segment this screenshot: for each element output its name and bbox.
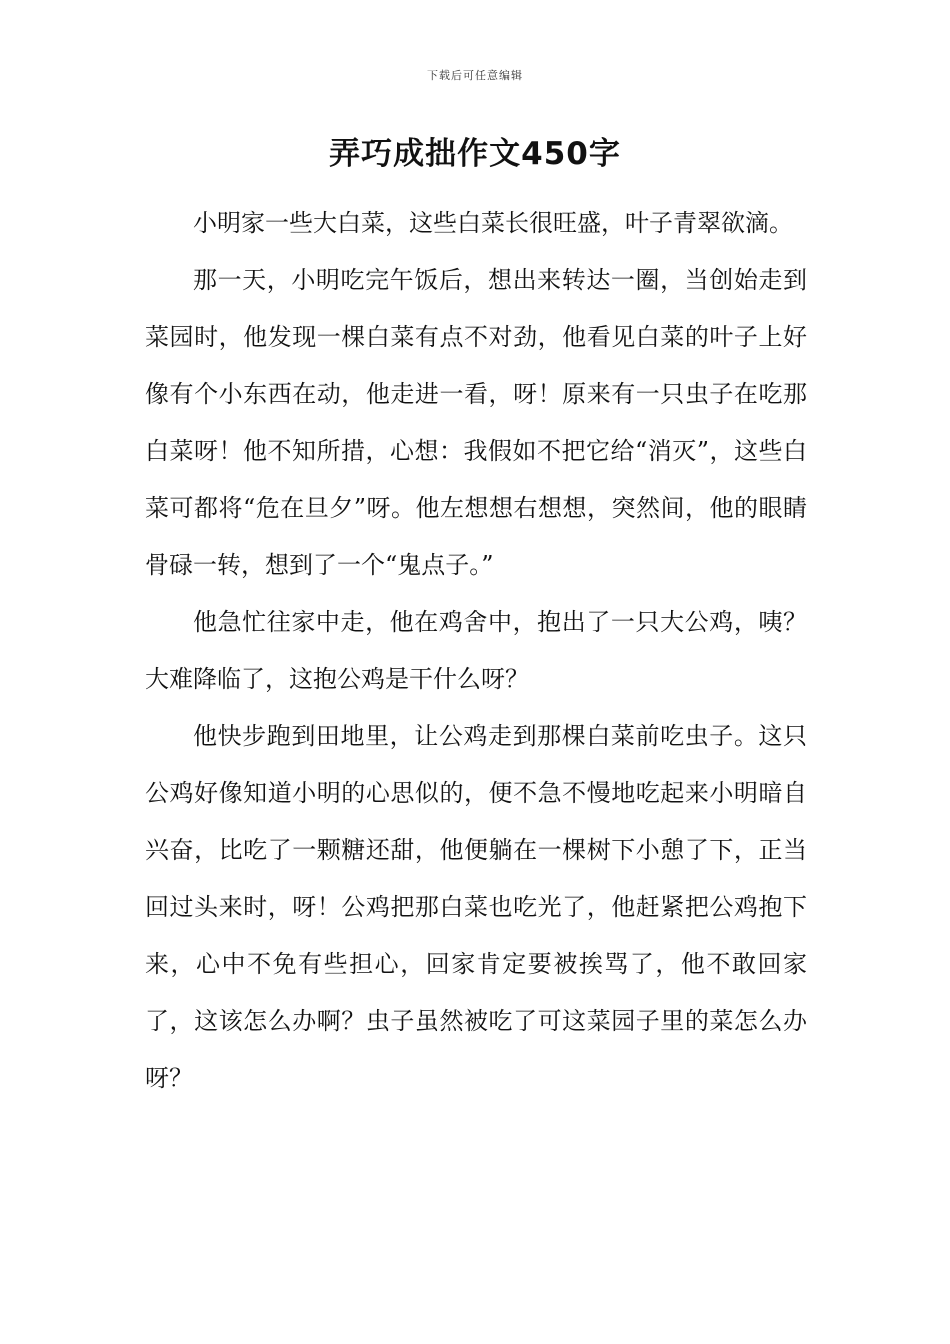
document-title: 弄巧成拙作文450字 — [329, 136, 621, 172]
paragraph-4: 他快步跑到田地里，让公鸡走到那棵白菜前吃虫子。这只公鸡好像知道小明的心思似的，便不急不慢地吃起来小明暗自兴奋，比吃了一颗糖还甜，他便躺在一棵树下小憩了下，正当回过头来时，呀！公鸡把那白菜也吃光了，他赶紧把公鸡抱下来，心中不免有些担心，回家肯定要被挨骂了，他不敢回家了，这该怎么办啊？虫子虽然被吃了可这菜园子里的菜怎么办呀？ — [145, 722, 807, 1092]
header-note: 下载后可任意编辑 — [427, 69, 523, 82]
document-body — [145, 195, 807, 1107]
paragraph-1: 小明家一些大白菜，这些白菜长很旺盛，叶子青翠欲滴。 — [193, 209, 793, 237]
paragraph-3: 他急忙往家中走，他在鸡舍中，抱出了一只大公鸡，咦？大难降临了，这抱公鸡是干什么呀？ — [145, 608, 807, 693]
paragraph-2: 那一天，小明吃完午饭后，想出来转达一圈，当创始走到菜园时，他发现一棵白菜有点不对劲，他看见白菜的叶子上好像有个小东西在动，他走进一看，呀！原来有一只虫子在吃那白菜呀！他不知所措，心想：我假如不把它给“消灭”，这些白菜可都将“危在旦夕”呀。他左想想右想想，突然间，他的眼睛骨碌一转，想到了一个“鬼点子。” — [145, 266, 807, 579]
